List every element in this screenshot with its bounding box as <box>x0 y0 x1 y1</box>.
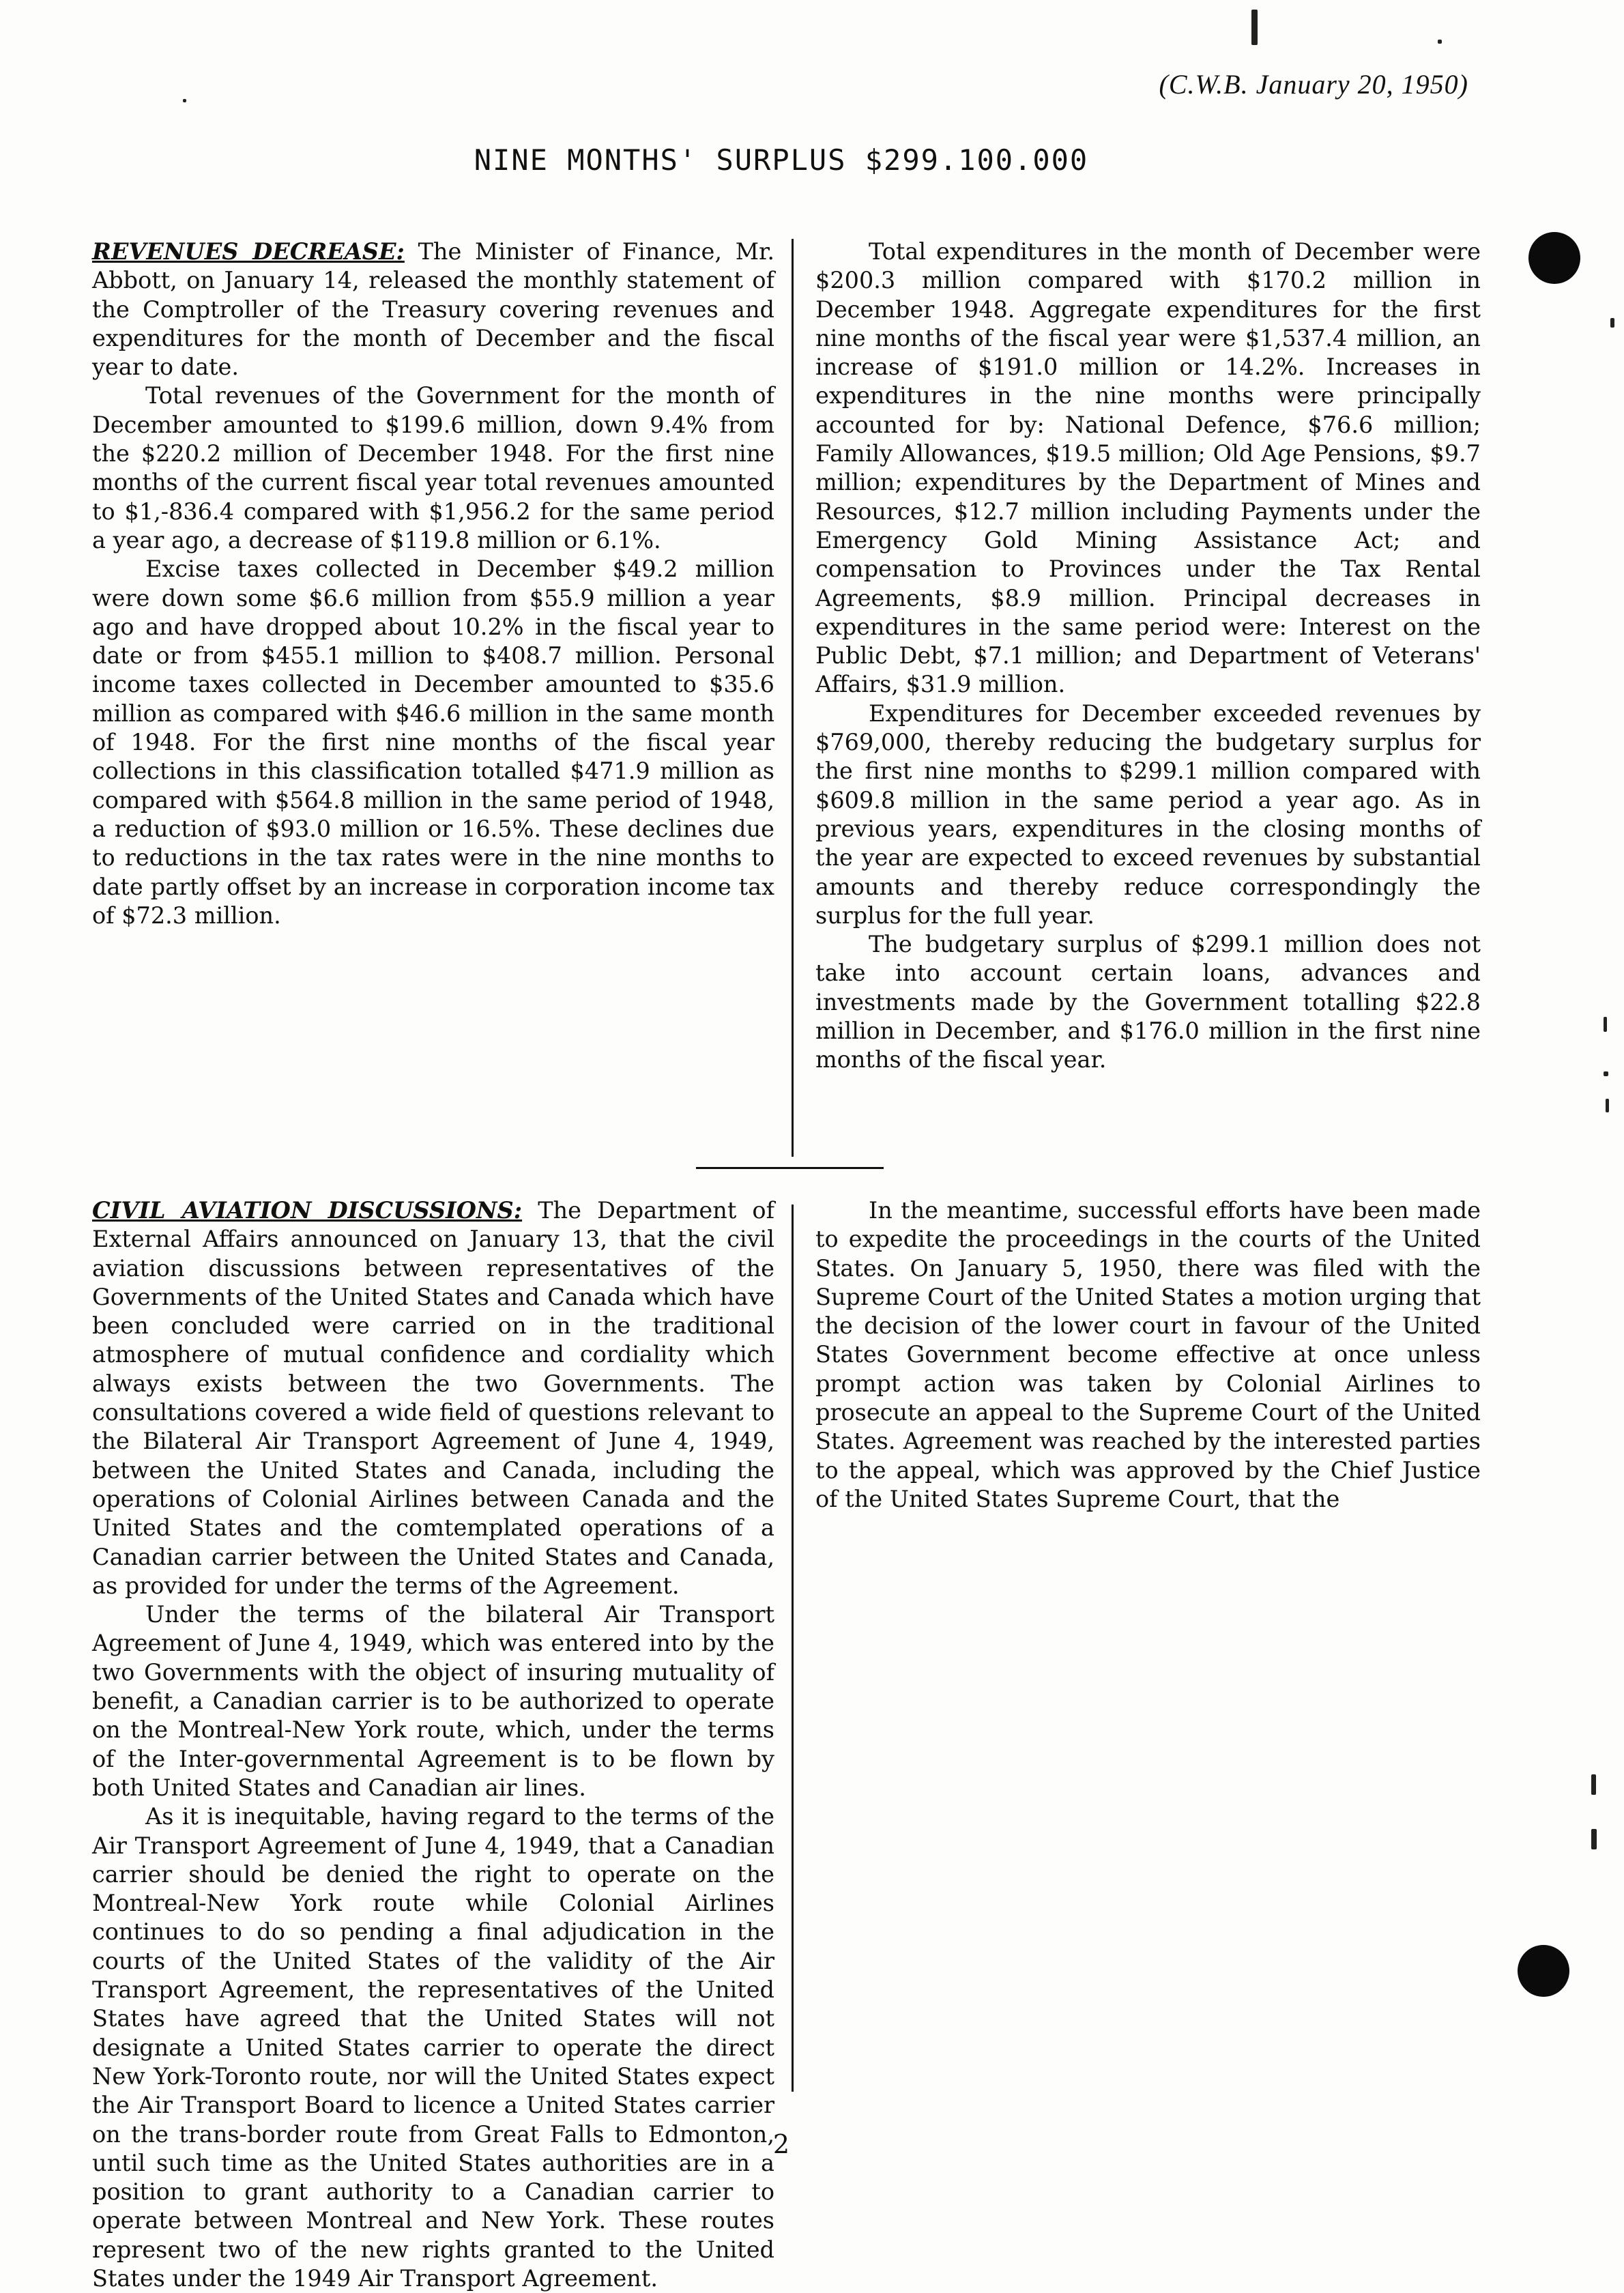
aviation-paragraph-2: Under the terms of the bilateral Air Transport Agreement of June 4, 1949, which was entered into by the two Governments with the object of insuring mutuality of benefit, a Canadian carrier is to be authorized to operate on the Montreal-New York route, which, under the terms of the Inter-governmental Agreement is to be flown by both United States and Canadian air lines. <box>92 1601 774 1801</box>
punch-hole-bottom <box>1518 1945 1569 1997</box>
revenues-column-right <box>815 237 1481 1075</box>
page-number: 2 <box>772 2129 790 2159</box>
aviation-column-left <box>92 1196 774 2293</box>
revenues-paragraph-4: Total expenditures in the month of December were $200.3 million compared with $170.2 million in December 1948. Aggregate expenditures for the first nine months of the fiscal year were $1,537.4 million, an increase of $191.0 million or 14.2%. Increases in expenditures in the nine months were principally accounted for by: National Defence, $76.6 million; Family Allowances, $19.5 million; Old Age Pensions, $9.7 million; expenditures by the Department of Mines and Resources, $12.7 million including Payments under the Emergency Gold Mining Assistance Act; and compensation to Provinces under the Tax Rental Agreements, $8.9 million. Principal decreases in expenditures in the same period were: Interest on the Public Debt, $7.1 million; and Department of Veterans' Affairs, $31.9 million. <box>815 238 1481 698</box>
scan-speck <box>1604 1017 1607 1032</box>
punch-hole-top <box>1528 232 1580 284</box>
aviation-paragraph-4: In the meantime, successful efforts have been made to expedite the proceedings in the courts of the United States. On January 5, 1950, there was filed with the Supreme Court of the United States a motion urging that the decision of the lower court in favour of the United States Government become effective at once unless prompt action was taken by Colonial Airlines to prosecute an appeal to the Supreme Court of the United States. Agreement was reached by the interested parties to the appeal, which was approved by the Chief Justice of the United States Supreme Court, that the <box>815 1197 1481 1512</box>
scan-speck <box>1604 1071 1608 1076</box>
scan-speck <box>1591 1829 1597 1849</box>
scan-speck <box>1606 1099 1609 1112</box>
revenues-paragraph-3: Excise taxes collected in December $49.2 million were down some $6.6 million from $55.9 million a year ago and have dropped about 10.2% in the fiscal year to date or from $455.1 million to $408.7 million. Personal income taxes collected in December amounted to $35.6 million as compared with $46.6 million in the same month of 1948. For the first nine months of the fiscal year collections in this classification totalled $471.9 million as compared with $564.8 million in the same period of 1948, a reduction of $93.0 million or 16.5%. These declines due to reductions in the tax rates were in the nine months to date partly offset by an increase in corporation income tax of $72.3 million. <box>92 556 774 929</box>
revenues-paragraph-5: Expenditures for December exceeded revenues by $769,000, thereby reducing the budgetary surplus for the first nine months to $299.1 million compared with $609.8 million in the same period a year ago. As in previous years, expenditures in the closing months of the year are expected to exceed revenues by substantial amounts and thereby reduce correspondingly the surplus for the full year. <box>815 700 1481 929</box>
aviation-kicker: CIVIL AVIATION DISCUSSIONS: <box>92 1197 523 1224</box>
column-divider-bottom <box>792 1205 794 2092</box>
scan-mark <box>1251 10 1258 45</box>
issue-reference: (C.W.B. January 20, 1950) <box>1159 69 1468 100</box>
column-divider-top <box>792 239 794 1157</box>
aviation-column-right <box>815 1196 1481 1514</box>
revenues-paragraph-1 <box>92 237 774 381</box>
aviation-p1-text: The Department of External Affairs announced on January 13, that the civil aviation discussions between representatives of the Governments of the United States and Canada which have been concluded were carried on in the traditional atmosphere of mutual confidence and cordiality which always exists between the two Governments. The consultations covered a wide field of questions relevant to the Bilateral Air Transport Agreement of June 4, 1949, between the United States and Canada, including the operations of Colonial Airlines between Canada and the United States and the comtemplated operations of a Canadian carrier between the United States and Canada, as provided for under the terms of the Agreement. <box>92 1197 774 1599</box>
scan-speck <box>183 99 186 102</box>
scan-speck <box>1438 40 1442 44</box>
scan-speck <box>1591 1774 1596 1795</box>
scan-speck <box>1610 318 1614 328</box>
revenues-paragraph-2: Total revenues of the Government for the month of December amounted to $199.6 million, down 9.4% from the $220.2 million of December 1948. For the first nine months of the current fiscal year total revenues amounted to $1,-836.4 compared with $1,956.2 for the same period a year ago, a decrease of $119.8 million or 6.1%. <box>92 382 774 553</box>
page-headline: NINE MONTHS' SURPLUS $299.100.000 <box>474 143 1089 177</box>
revenues-column-left <box>92 237 774 930</box>
aviation-paragraph-1 <box>92 1196 774 1600</box>
revenues-kicker: REVENUES DECREASE: <box>92 238 405 265</box>
aviation-paragraph-3: As it is inequitable, having regard to the terms of the Air Transport Agreement of June 4, 1949, that a Canadian carrier should be denied the right to operate on the Montreal-New York route while Colonial Airlines continues to do so pending a final adjudication in the courts of the United States of the validity of the Air Transport Agreement, the representatives of the United States have agreed that the United States will not designate a United States carrier to operate the direct New York-Toronto route, nor will the United States expect the Air Transport Board to licence a United States carrier on the trans-border route from Great Falls to Edmonton, until such time as the United States authorities are in a position to grant authority to a Canadian carrier to operate between Montreal and New York. These routes represent two of the new rights granted to the United States under the 1949 Air Transport Agreement. <box>92 1803 774 2292</box>
revenues-paragraph-6: The budgetary surplus of $299.1 million does not take into account certain loans, advances and investments made by the Government totalling $22.8 million in December, and $176.0 million in the first nine months of the fiscal year. <box>815 931 1481 1073</box>
section-divider <box>696 1167 884 1169</box>
revenues-p1-text: The Minister of Finance, Mr. Abbott, on January 14, released the monthly statement of the Comptroller of the Treasury covering revenues and expenditures for the month of December and the fiscal year to date. <box>92 238 774 381</box>
